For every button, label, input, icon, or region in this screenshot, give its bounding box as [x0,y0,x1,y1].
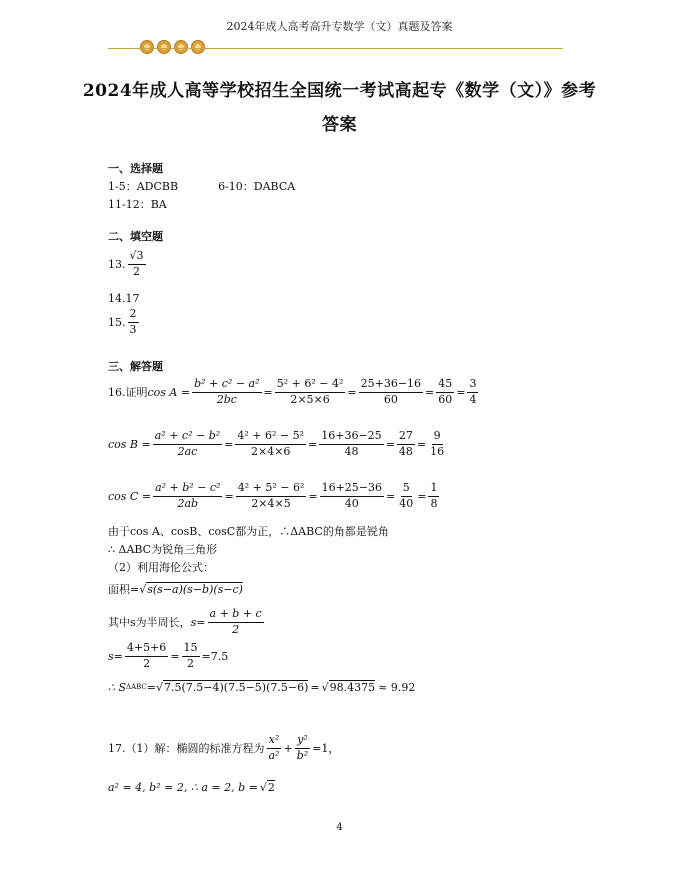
conclusion-line2: ∴ ΔABC为锐角三角形 [108,543,218,556]
cos-b-derivation: cos B = $\frac{\text{a² + c² − b²}}{2ac}$ = $\frac{\text{4² + 6² − 5²}}{2\times 4\times 6}$ = $\frac{16+36-25}{48}$ = $\frac{27}{48}$ = $\frac{9}{16}$ [108,429,445,458]
ellipse-equation: 17.（1）解：椭圆的标准方程为 $\frac{\text{x²}}{\text{a²}}$ + $\frac{\text{y²}}{\text{b²}}$ =1， [108,733,340,762]
answers-11-12: 11-12：BA [108,198,167,211]
conclusion-line1: 由于cos A、cosB、cosC都为正，∴ΔABC的角都是锐角 [108,525,389,538]
ellipse-params: a² = 4, b² = 2, ∴ a = 2, b = √ 2 [108,780,275,794]
area-result: ∴ S ΔABC = √ 7.5(7.5−4)(7.5−5)(7.5−6) = √ 98.4375 ≈ 9.92 [108,680,416,694]
header-logo-icon [140,40,205,54]
header-rule [108,48,563,49]
cos-a-derivation: 16.证明 cos A = $\frac{\text{b² + c² − a²}}{2bc}$ = $\frac{\text{5² + 6² − 4²}}{2\times 5\times 6}$ = $\frac{25+36-16}{60}$ = $\frac{45}{60}$ = $\frac{3}{4}$ [108,377,477,406]
choice-answers-row1 [108,178,295,194]
document-title: 2024年成人高等学校招生全国统一考试高起专《数学（文）》参考 [82,81,597,101]
fraction: $\frac{√3}{2}$ [129,249,144,278]
section-choice-heading: 一、选择题 [108,162,163,175]
answers-1-5: 1-5：ADCBB [108,180,179,193]
document-title-line2: 答案 [322,115,357,135]
heron-formula: 面积= √ s(s−a)(s−b)(s−c) [108,582,243,596]
answer-15: 15. $\frac{2}{3}$ [108,307,137,336]
fraction: $\frac{2}{3}$ [129,307,137,336]
part2-heading: （2）利用海伦公式： [108,561,214,574]
answer-14: 14.17 [108,292,140,305]
answers-6-10: 6-10：DABCA [218,180,296,193]
section-fill-heading: 二、填空题 [108,230,163,243]
running-header: 2024年成人高考高升专数学（文）真题及答案 [226,20,453,33]
semi-perimeter-def: 其中s为半周长， s= $\frac{a + b + c}{2}$ [108,607,262,636]
page-number: 4 [336,822,343,833]
answer-13: 13. $\frac{√3}{2}$ [108,249,144,278]
cos-c-derivation: cos C = $\frac{\text{a² + b² − c²}}{2ab}$ = $\frac{\text{4² + 5² − 6²}}{2\times 4\times 5}$ = $\frac{16+25-36}{40}$ = $\frac{5}{40}$ = $\frac{1}{8}$ [108,481,438,510]
section-solution-heading: 三、解答题 [108,360,163,373]
semi-perimeter-value: s= $\frac{4+5+6}{2}$ = $\frac{15}{2}$ =7.5 [108,641,229,670]
